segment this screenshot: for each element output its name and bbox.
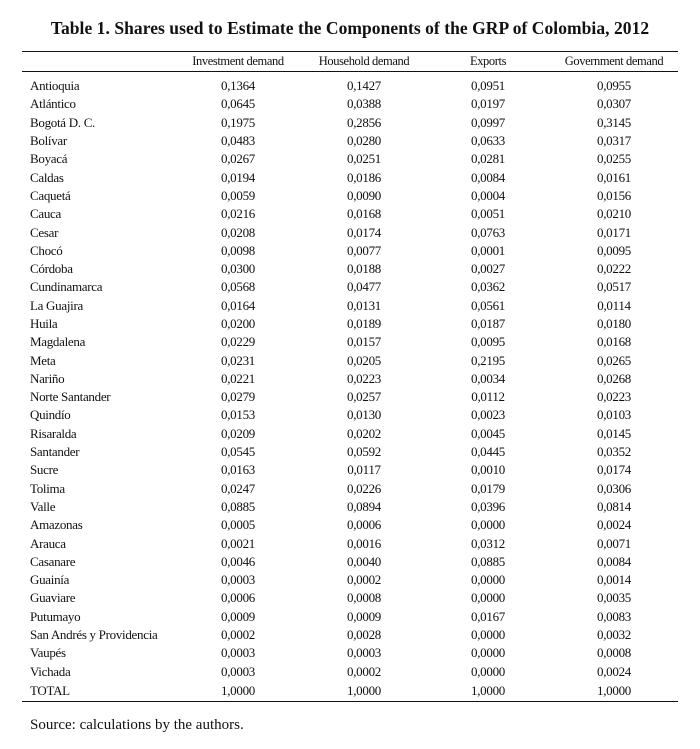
department-name-cell: Antioquia	[30, 78, 80, 94]
exports-cell: 0,0362	[471, 279, 505, 295]
table-row	[22, 534, 678, 552]
total-government-demand: 1,0000	[550, 681, 678, 702]
table-row	[22, 315, 678, 333]
table-row	[22, 150, 678, 168]
investment-demand-cell: 0,0221	[221, 370, 255, 386]
exports-cell: 0,0445	[471, 444, 505, 460]
household-demand-cell: 0,0223	[347, 370, 381, 386]
investment-demand-cell: 0,0885	[221, 498, 255, 514]
government-demand-cell: 0,0032	[597, 627, 631, 643]
table-row	[22, 406, 678, 424]
department-name-cell: Guaviare	[30, 590, 76, 606]
header-government-demand: Government demand	[550, 52, 678, 72]
table-row	[22, 205, 678, 223]
exports-cell: 0,0951	[471, 78, 505, 94]
household-demand-cell: 0,0592	[347, 444, 381, 460]
table-row	[22, 571, 678, 589]
table-row	[22, 278, 678, 296]
government-demand-cell: 0,0014	[597, 572, 631, 588]
exports-cell: 0,0000	[471, 663, 505, 679]
government-demand-cell: 0,0255	[597, 151, 631, 167]
department-name-cell: Putumayo	[30, 608, 81, 624]
investment-demand-cell: 0,0003	[221, 572, 255, 588]
household-demand-cell: 0,0157	[347, 334, 381, 350]
table-row	[22, 589, 678, 607]
department-name-cell: Huila	[30, 316, 58, 331]
shares-table	[22, 51, 678, 702]
government-demand-cell: 0,0517	[597, 279, 631, 295]
government-demand-cell: 0,0955	[597, 78, 631, 94]
exports-cell: 0,0004	[471, 187, 505, 203]
investment-demand-cell: 0,0194	[221, 169, 255, 185]
table-row	[22, 168, 678, 186]
exports-cell: 0,0885	[471, 553, 505, 569]
exports-cell: 0,0561	[471, 297, 505, 313]
household-demand-cell: 0,0016	[347, 535, 381, 551]
table-row	[22, 388, 678, 406]
department-name-cell: Norte Santander	[30, 389, 111, 405]
table-row	[22, 516, 678, 534]
department-name-cell: Caquetá	[30, 187, 71, 203]
table-row	[22, 132, 678, 150]
department-name-cell: Boyacá	[30, 151, 68, 167]
investment-demand-cell: 0,0545	[221, 444, 255, 460]
household-demand-cell: 0,0388	[347, 96, 381, 112]
table-row	[22, 260, 678, 278]
department-name-cell: Casanare	[30, 553, 76, 569]
exports-cell: 0,0000	[471, 590, 505, 606]
household-demand-cell: 0,0174	[347, 224, 381, 240]
exports-cell: 0,0112	[471, 389, 505, 405]
investment-demand-cell: 0,0216	[221, 206, 255, 222]
header-row	[22, 52, 678, 72]
investment-demand-cell: 0,0164	[221, 297, 255, 313]
exports-cell: 0,0084	[471, 169, 505, 185]
household-demand-cell: 0,0168	[347, 206, 381, 222]
exports-cell: 0,0095	[471, 334, 505, 350]
total-label: TOTAL	[22, 681, 174, 702]
government-demand-cell: 0,0222	[597, 261, 631, 277]
government-demand-cell: 0,0161	[597, 169, 631, 185]
investment-demand-cell: 0,0046	[221, 553, 255, 569]
exports-cell: 0,2195	[471, 352, 505, 368]
table-row	[22, 608, 678, 626]
header-investment-demand: Investment demand	[174, 52, 302, 72]
exports-cell: 0,0167	[471, 608, 505, 624]
investment-demand-cell: 0,0002	[221, 627, 255, 643]
government-demand-cell: 0,0035	[597, 590, 631, 606]
investment-demand-cell: 0,0208	[221, 224, 255, 240]
header-household-demand: Household demand	[302, 52, 426, 72]
table-row	[22, 425, 678, 443]
investment-demand-cell: 0,0003	[221, 663, 255, 679]
total-row	[22, 681, 678, 702]
exports-cell: 0,0633	[471, 133, 505, 149]
investment-demand-cell: 0,0247	[221, 480, 255, 496]
investment-demand-cell: 0,0153	[221, 407, 255, 423]
shares-table-container	[22, 51, 678, 702]
government-demand-cell: 0,0024	[597, 517, 631, 533]
investment-demand-cell: 0,0231	[221, 352, 255, 368]
header-exports: Exports	[426, 52, 550, 72]
government-demand-cell: 0,0156	[597, 187, 631, 203]
total-investment-demand: 1,0000	[174, 681, 302, 702]
department-name-cell: Bogotá D. C.	[30, 114, 96, 130]
investment-demand-cell: 0,0267	[221, 151, 255, 167]
household-demand-cell: 0,0008	[347, 590, 381, 606]
department-name-cell: Chocó	[30, 242, 63, 258]
exports-cell: 0,0197	[471, 96, 505, 112]
table-row	[22, 443, 678, 461]
government-demand-cell: 0,0083	[597, 608, 631, 624]
investment-demand-cell: 0,0163	[221, 462, 255, 478]
household-demand-cell: 0,0131	[347, 297, 381, 313]
exports-cell: 0,0000	[471, 517, 505, 533]
department-name-cell: Vichada	[30, 663, 71, 679]
government-demand-cell: 0,3145	[597, 114, 631, 130]
header-department	[22, 52, 174, 72]
department-name-cell: San Andrés y Providencia	[30, 627, 158, 643]
household-demand-cell: 0,0257	[347, 389, 381, 405]
table-row	[22, 297, 678, 315]
household-demand-cell: 0,0117	[347, 462, 381, 478]
household-demand-cell: 0,0189	[347, 316, 381, 331]
exports-cell: 0,0001	[471, 242, 505, 258]
table-row	[22, 480, 678, 498]
investment-demand-cell: 0,0483	[221, 133, 255, 149]
investment-demand-cell: 0,0209	[221, 425, 255, 441]
household-demand-cell: 0,0002	[347, 663, 381, 679]
government-demand-cell: 0,0095	[597, 242, 631, 258]
table-row	[22, 351, 678, 369]
government-demand-cell: 0,0265	[597, 352, 631, 368]
exports-cell: 0,0396	[471, 498, 505, 514]
department-name-cell: Córdoba	[30, 261, 73, 277]
department-name-cell: Tolima	[30, 480, 65, 496]
department-name-cell: Amazonas	[30, 517, 83, 533]
investment-demand-cell: 0,1975	[221, 114, 255, 130]
household-demand-cell: 0,0002	[347, 572, 381, 588]
government-demand-cell: 0,0084	[597, 553, 631, 569]
table-row	[22, 461, 678, 479]
department-name-cell: Quindío	[30, 407, 71, 423]
household-demand-cell: 0,0003	[347, 645, 381, 661]
government-demand-cell: 0,0352	[597, 444, 631, 460]
total-household-demand: 1,0000	[302, 681, 426, 702]
table-row	[22, 370, 678, 388]
household-demand-cell: 0,1427	[347, 78, 381, 94]
table-row	[22, 626, 678, 644]
investment-demand-cell: 0,0568	[221, 279, 255, 295]
department-name-cell: Guainía	[30, 572, 70, 588]
household-demand-cell: 0,0028	[347, 627, 381, 643]
government-demand-cell: 0,0171	[597, 224, 631, 240]
table-row	[22, 644, 678, 662]
exports-cell: 0,0997	[471, 114, 505, 130]
government-demand-cell: 0,0114	[597, 297, 631, 313]
department-name-cell: Valle	[30, 498, 56, 514]
table-row	[22, 114, 678, 132]
department-name-cell: Santander	[30, 444, 80, 460]
department-name-cell: Sucre	[30, 462, 59, 478]
exports-cell: 0,0000	[471, 627, 505, 643]
exports-cell: 0,0027	[471, 261, 505, 277]
source-note: Source: calculations by the authors.	[30, 717, 244, 733]
department-name-cell: Cundinamarca	[30, 279, 103, 295]
table-row	[22, 333, 678, 351]
household-demand-cell: 0,0188	[347, 261, 381, 277]
government-demand-cell: 0,0814	[597, 498, 631, 514]
department-name-cell: Atlántico	[30, 96, 76, 112]
government-demand-cell: 0,0317	[597, 133, 631, 149]
exports-cell: 0,0763	[471, 224, 505, 240]
table-row	[22, 663, 678, 681]
department-name-cell: La Guajira	[30, 297, 83, 313]
exports-cell: 0,0000	[471, 645, 505, 661]
government-demand-cell: 0,0307	[597, 96, 631, 112]
government-demand-cell: 0,0223	[597, 389, 631, 405]
household-demand-cell: 0,0009	[347, 608, 381, 624]
government-demand-cell: 0,0180	[597, 316, 631, 331]
investment-demand-cell: 0,0279	[221, 389, 255, 405]
household-demand-cell: 0,0202	[347, 425, 381, 441]
table-row	[22, 95, 678, 113]
department-name-cell: Caldas	[30, 169, 64, 185]
investment-demand-cell: 0,0645	[221, 96, 255, 112]
department-name-cell: Nariño	[30, 370, 65, 386]
government-demand-cell: 0,0168	[597, 334, 631, 350]
exports-cell: 0,0000	[471, 572, 505, 588]
table-row	[22, 242, 678, 260]
household-demand-cell: 0,0090	[347, 187, 381, 203]
exports-cell: 0,0023	[471, 407, 505, 423]
government-demand-cell: 0,0210	[597, 206, 631, 222]
table-body	[22, 72, 678, 681]
exports-cell: 0,0179	[471, 480, 505, 496]
government-demand-cell: 0,0145	[597, 425, 631, 441]
household-demand-cell: 0,0040	[347, 553, 381, 569]
exports-cell: 0,0034	[471, 370, 505, 386]
total-exports: 1,0000	[426, 681, 550, 702]
household-demand-cell: 0,0477	[347, 279, 381, 295]
investment-demand-cell: 0,1364	[221, 78, 255, 94]
investment-demand-cell: 0,0300	[221, 261, 255, 277]
investment-demand-cell: 0,0003	[221, 645, 255, 661]
household-demand-cell: 0,0226	[347, 480, 381, 496]
exports-cell: 0,0187	[471, 316, 505, 331]
government-demand-cell: 0,0008	[597, 645, 631, 661]
government-demand-cell: 0,0306	[597, 480, 631, 496]
household-demand-cell: 0,0006	[347, 517, 381, 533]
investment-demand-cell: 0,0009	[221, 608, 255, 624]
department-name-cell: Cesar	[30, 224, 59, 240]
household-demand-cell: 0,0205	[347, 352, 381, 368]
government-demand-cell: 0,0103	[597, 407, 631, 423]
household-demand-cell: 0,0077	[347, 242, 381, 258]
government-demand-cell: 0,0071	[597, 535, 631, 551]
department-name-cell: Risaralda	[30, 425, 77, 441]
department-name-cell: Bolívar	[30, 133, 67, 149]
exports-cell: 0,0010	[471, 462, 505, 478]
investment-demand-cell: 0,0200	[221, 316, 255, 331]
household-demand-cell: 0,0186	[347, 169, 381, 185]
department-name-cell: Vaupés	[30, 645, 66, 661]
government-demand-cell: 0,0024	[597, 663, 631, 679]
exports-cell: 0,0045	[471, 425, 505, 441]
government-demand-cell: 0,0174	[597, 462, 631, 478]
exports-cell: 0,0281	[471, 151, 505, 167]
table-row	[22, 223, 678, 241]
investment-demand-cell: 0,0006	[221, 590, 255, 606]
household-demand-cell: 0,0894	[347, 498, 381, 514]
exports-cell: 0,0051	[471, 206, 505, 222]
household-demand-cell: 0,0251	[347, 151, 381, 167]
table-row	[22, 498, 678, 516]
investment-demand-cell: 0,0021	[221, 535, 255, 551]
investment-demand-cell: 0,0098	[221, 242, 255, 258]
table-row	[22, 187, 678, 205]
investment-demand-cell: 0,0229	[221, 334, 255, 350]
table-row	[22, 553, 678, 571]
investment-demand-cell: 0,0005	[221, 517, 255, 533]
department-name-cell: Cauca	[30, 206, 61, 222]
investment-demand-cell: 0,0059	[221, 187, 255, 203]
department-name-cell: Meta	[30, 352, 56, 368]
household-demand-cell: 0,2856	[347, 114, 381, 130]
table-row	[22, 72, 678, 96]
department-name-cell: Arauca	[30, 535, 66, 551]
household-demand-cell: 0,0130	[347, 407, 381, 423]
exports-cell: 0,0312	[471, 535, 505, 551]
household-demand-cell: 0,0280	[347, 133, 381, 149]
department-name-cell: Magdalena	[30, 334, 86, 350]
government-demand-cell: 0,0268	[597, 370, 631, 386]
table-title: Table 1. Shares used to Estimate the Components of the GRP of Colombia, 2012	[50, 18, 650, 38]
